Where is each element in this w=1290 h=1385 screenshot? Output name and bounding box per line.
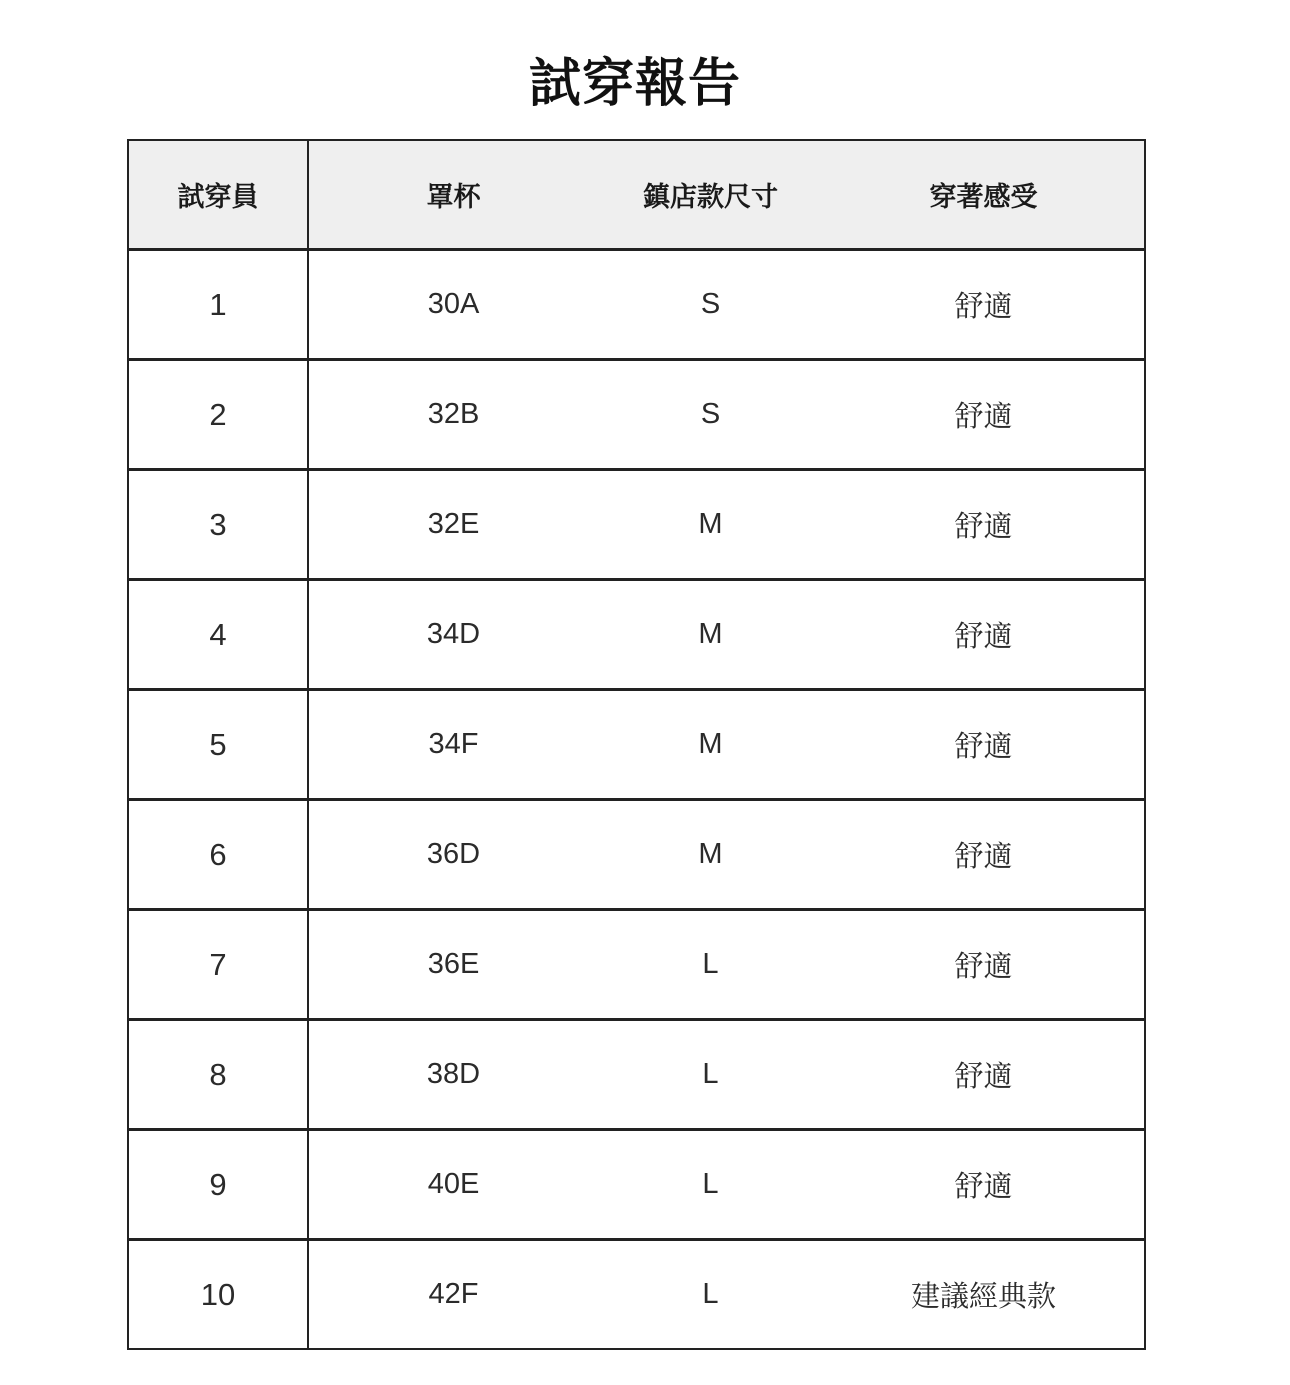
feeling-cell: 建議經典款 (823, 1240, 1145, 1350)
table-row (128, 910, 1145, 1020)
tester-cell: 1 (128, 250, 308, 360)
tester-cell: 10 (128, 1240, 308, 1350)
cup-cell: 42F (308, 1240, 598, 1350)
feeling-cell: 舒適 (823, 580, 1145, 690)
table-row (128, 800, 1145, 910)
size-cell: M (598, 800, 823, 910)
table-row (128, 250, 1145, 360)
size-cell: M (598, 690, 823, 800)
page-title: 試穿報告 (528, 53, 741, 114)
size-cell: S (598, 360, 823, 470)
table-row (128, 1130, 1145, 1240)
fitting-report-table (127, 139, 1146, 1350)
table-row (128, 1020, 1145, 1130)
cup-cell: 34F (308, 690, 598, 800)
cup-cell: 30A (308, 250, 598, 360)
table-row (128, 690, 1145, 800)
size-cell: L (598, 1240, 823, 1350)
header-size: 鎮店款尺寸 (598, 140, 823, 250)
size-cell: S (598, 250, 823, 360)
cup-cell: 36D (308, 800, 598, 910)
cup-cell: 40E (308, 1130, 598, 1240)
header-tester: 試穿員 (128, 140, 308, 250)
size-cell: L (598, 1130, 823, 1240)
table-row (128, 1240, 1145, 1350)
feeling-cell: 舒適 (823, 910, 1145, 1020)
table-row (128, 470, 1145, 580)
cup-cell: 32E (308, 470, 598, 580)
table-row (128, 360, 1145, 470)
size-cell: L (598, 1020, 823, 1130)
tester-cell: 7 (128, 910, 308, 1020)
feeling-cell: 舒適 (823, 470, 1145, 580)
table-header-row (128, 140, 1145, 250)
cup-cell: 32B (308, 360, 598, 470)
header-feeling: 穿著感受 (823, 140, 1145, 250)
feeling-cell: 舒適 (823, 250, 1145, 360)
cup-cell: 34D (308, 580, 598, 690)
tester-cell: 2 (128, 360, 308, 470)
size-cell: L (598, 910, 823, 1020)
size-cell: M (598, 580, 823, 690)
header-cup: 罩杯 (308, 140, 598, 250)
feeling-cell: 舒適 (823, 690, 1145, 800)
tester-cell: 3 (128, 470, 308, 580)
feeling-cell: 舒適 (823, 360, 1145, 470)
cup-cell: 38D (308, 1020, 598, 1130)
tester-cell: 5 (128, 690, 308, 800)
tester-cell: 4 (128, 580, 308, 690)
cup-cell: 36E (308, 910, 598, 1020)
feeling-cell: 舒適 (823, 1130, 1145, 1240)
tester-cell: 8 (128, 1020, 308, 1130)
table-row (128, 580, 1145, 690)
size-cell: M (598, 470, 823, 580)
feeling-cell: 舒適 (823, 800, 1145, 910)
feeling-cell: 舒適 (823, 1020, 1145, 1130)
tester-cell: 6 (128, 800, 308, 910)
tester-cell: 9 (128, 1130, 308, 1240)
